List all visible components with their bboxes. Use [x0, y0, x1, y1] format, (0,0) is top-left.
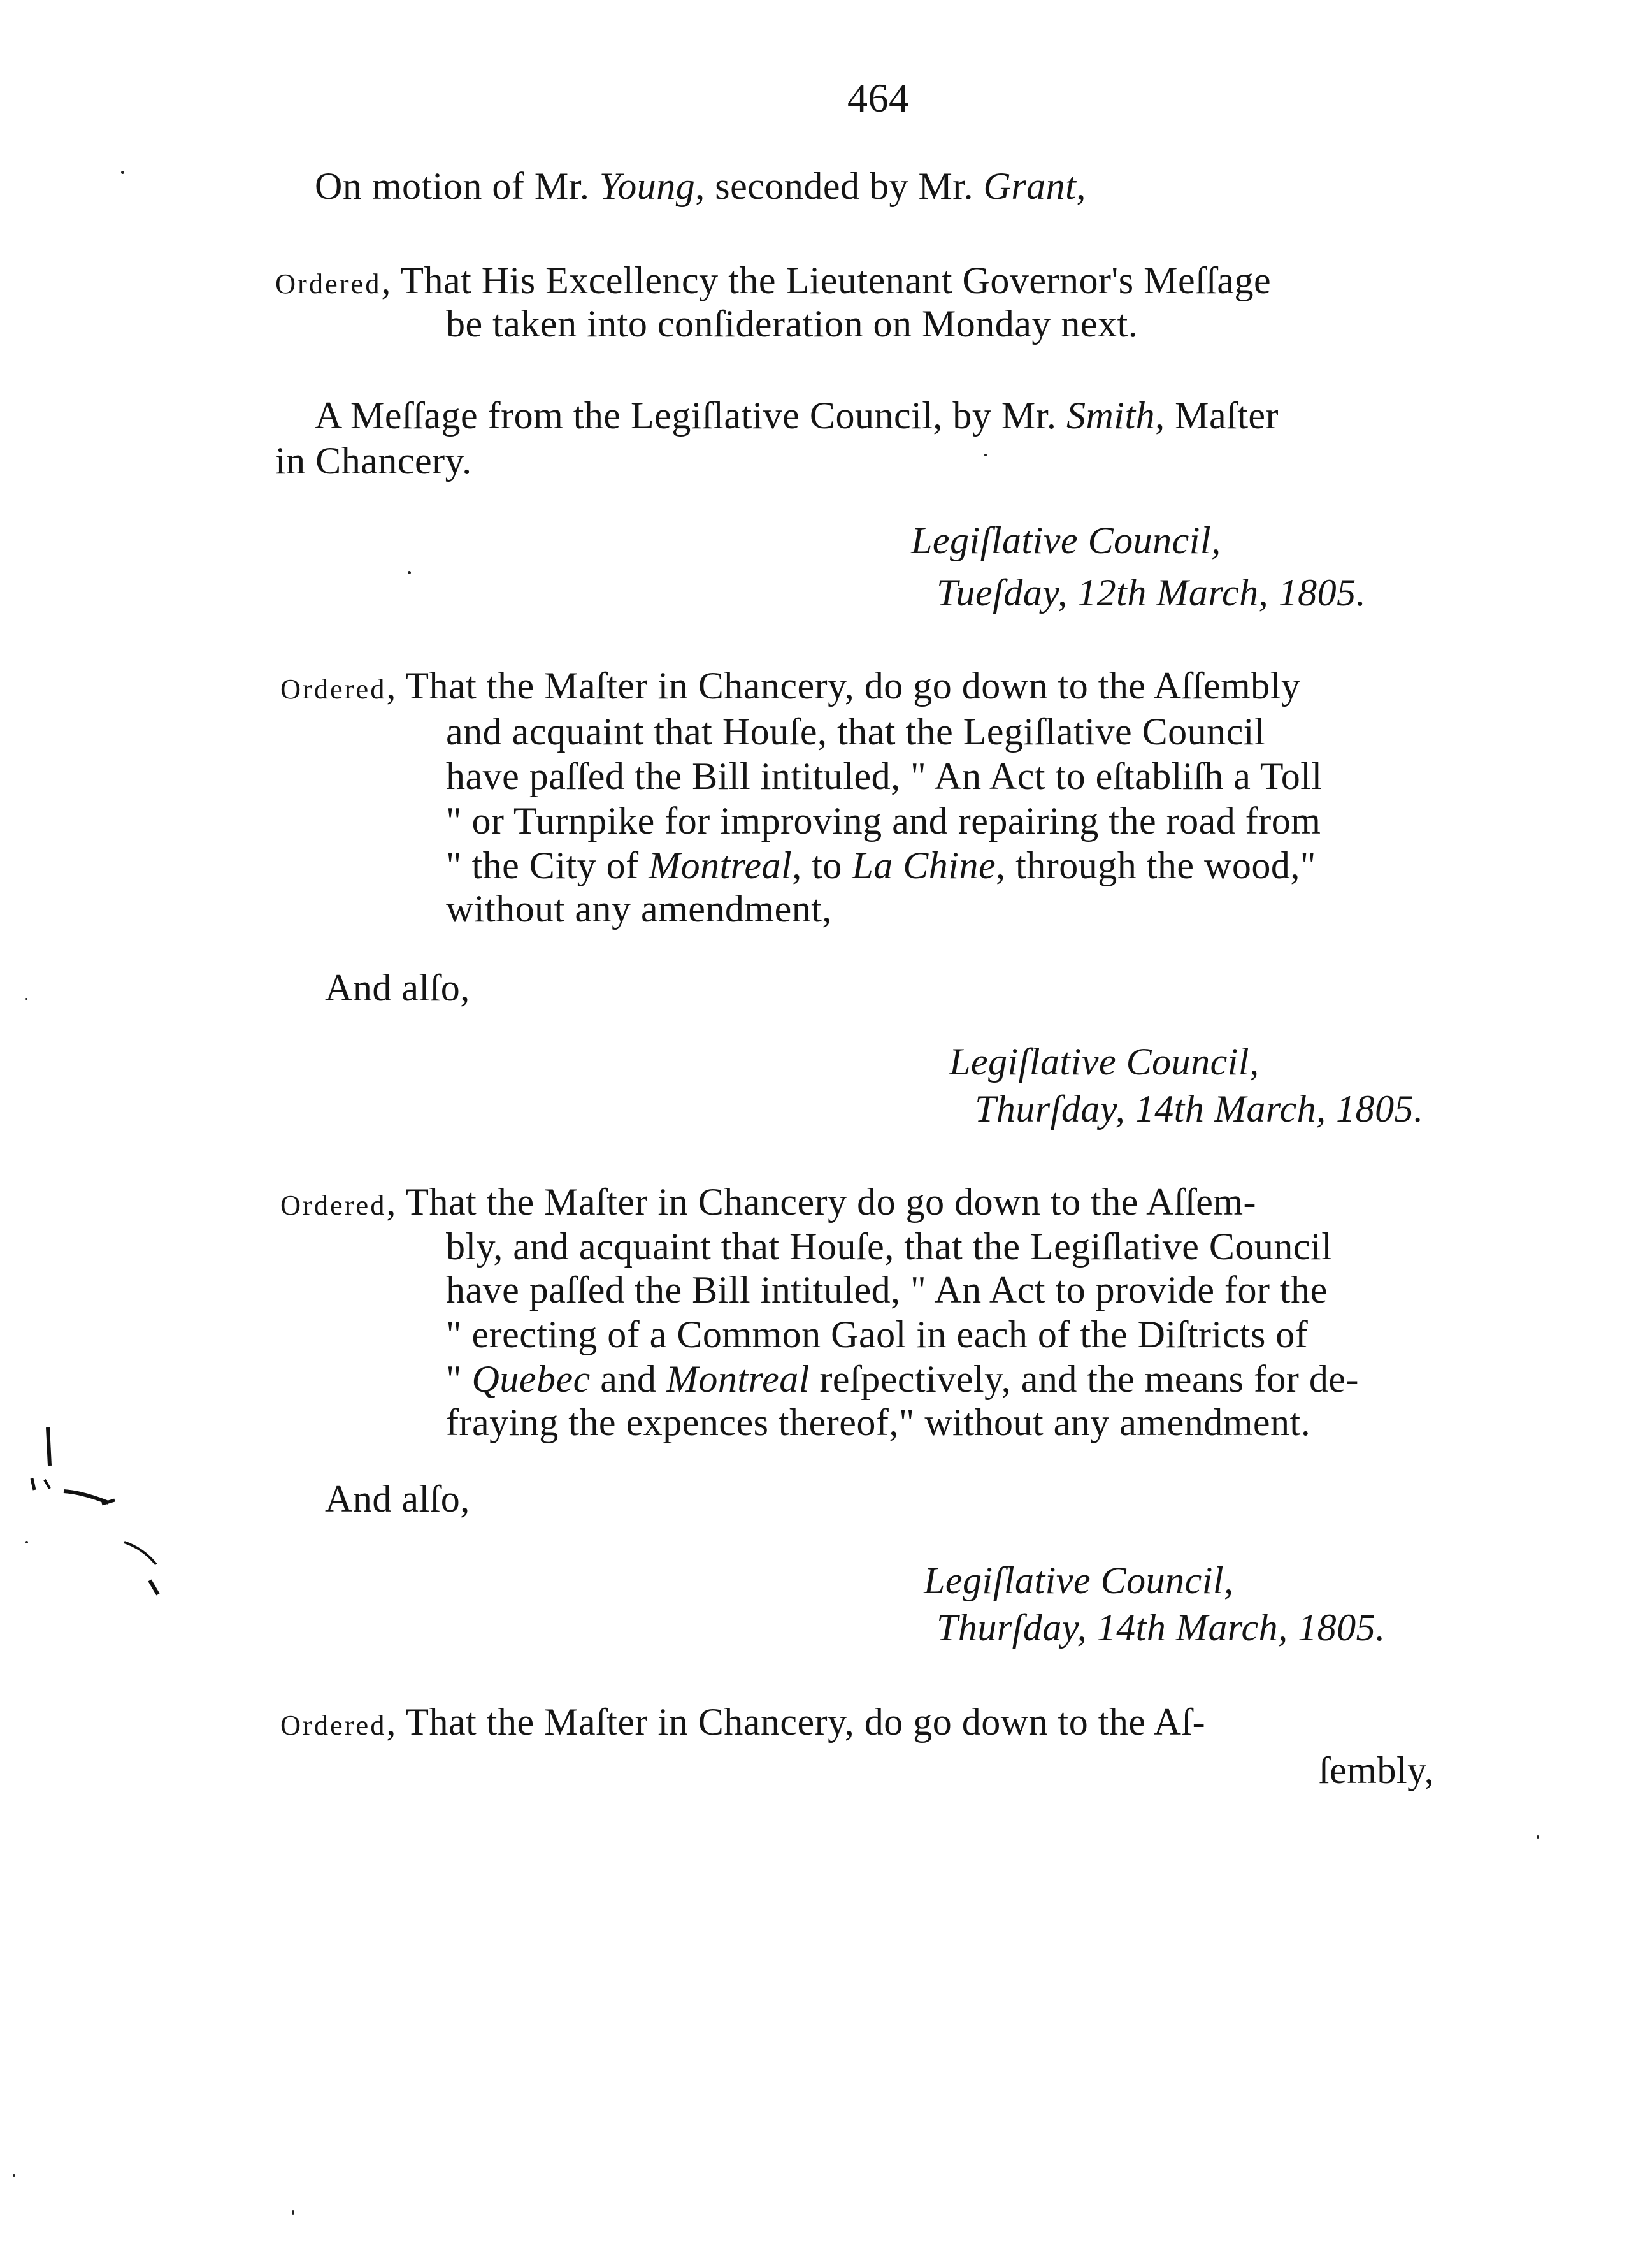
order-1-line-2: be taken into conſideration on Monday next. [446, 303, 1138, 345]
ordered-smallcaps: Ordered [275, 268, 382, 300]
order-text: and [590, 1358, 666, 1400]
mover-name: Young [599, 165, 696, 207]
place-name: Montreal [666, 1358, 810, 1400]
order-text: , to [792, 844, 852, 886]
order-4-line-1 [280, 1703, 1205, 1741]
order-2-line-6: without any amendment, [446, 888, 832, 930]
order-3-line-3: have paſſed the Bill intituled, " An Act to provide for the [446, 1269, 1328, 1311]
scan-speck [121, 171, 124, 174]
order-text: " [446, 1358, 472, 1400]
order-2-line-5 [446, 846, 1316, 885]
ordered-smallcaps: Ordered [280, 673, 387, 705]
page-number: 464 [847, 75, 910, 120]
ordered-smallcaps: Ordered [280, 1189, 387, 1221]
council-date-1: Tueſday, 12th March, 1805. [936, 572, 1367, 614]
catchword: ſembly, [1319, 1749, 1435, 1791]
scan-speck [13, 2174, 15, 2177]
message-line-1 [315, 396, 1279, 435]
order-3-line-1 [280, 1183, 1256, 1221]
messenger-name: Smith [1066, 394, 1156, 437]
place-name: Quebec [471, 1358, 591, 1400]
and-also-1: And alſo, [325, 967, 470, 1009]
order-text: , That the Maſter in Chancery, do go down to the Aſ- [386, 1701, 1206, 1743]
order-3-line-5 [446, 1360, 1359, 1398]
order-3-line-4: " erecting of a Common Gaol in each of the Diſtricts of [446, 1313, 1309, 1355]
margin-smudge-mark [13, 1421, 166, 1612]
council-heading-1: Legiſlative Council, [911, 519, 1221, 561]
council-heading-2: Legiſlative Council, [949, 1041, 1259, 1083]
order-text: reſpectively, and the means for de- [809, 1358, 1360, 1400]
message-text-end: , Maſter [1155, 394, 1279, 437]
place-name: Montreal [649, 844, 793, 886]
council-heading-3: Legiſlative Council, [924, 1559, 1234, 1601]
order-2-line-2: and acquaint that Houſe, that the Legiſlative Council [446, 711, 1266, 753]
message-text: A Meſſage from the Legiſlative Council, by Mr. [315, 394, 1066, 437]
order-2-line-3: have paſſed the Bill intituled, " An Act to eſtabliſh a Toll [446, 755, 1323, 797]
and-also-2: And alſo, [325, 1478, 470, 1520]
order-3-line-2: bly, and acquaint that Houſe, that the Legiſlative Council [446, 1225, 1333, 1268]
seconder-name: Grant [983, 165, 1077, 207]
council-date-3: Thurſday, 14th March, 1805. [936, 1607, 1386, 1649]
scan-speck [25, 998, 27, 1000]
message-line-2: in Chancery. [275, 440, 472, 482]
motion-text: On motion of Mr. [315, 165, 599, 207]
council-date-2: Thurſday, 14th March, 1805. [975, 1088, 1424, 1130]
order-text: , That the Maſter in Chancery, do go down to the Aſſembly [386, 665, 1301, 707]
scan-speck [1537, 1835, 1539, 1839]
scan-speck [408, 571, 411, 574]
order-text: " the City of [446, 844, 649, 886]
motion-line [315, 167, 1086, 205]
motion-text-mid: , seconded by Mr. [695, 165, 984, 207]
place-name: La Chine [852, 844, 996, 886]
order-text: , That His Excellency the Lieutenant Governor's Meſſage [381, 259, 1272, 301]
order-text: , That the Maſter in Chancery do go down to the Aſſem- [386, 1181, 1257, 1223]
order-1-line-1 [275, 261, 1271, 300]
scan-speck [984, 454, 987, 456]
order-2-line-4: " or Turnpike for improving and repairing the road from [446, 800, 1321, 842]
order-text: , through the wood," [996, 844, 1316, 886]
order-2-line-1 [280, 667, 1300, 705]
scan-speck [292, 2210, 294, 2215]
ordered-smallcaps: Ordered [280, 1709, 387, 1741]
motion-text-end: , [1076, 165, 1086, 207]
order-3-line-6: fraying the expences thereof," without any amendment. [446, 1401, 1311, 1443]
